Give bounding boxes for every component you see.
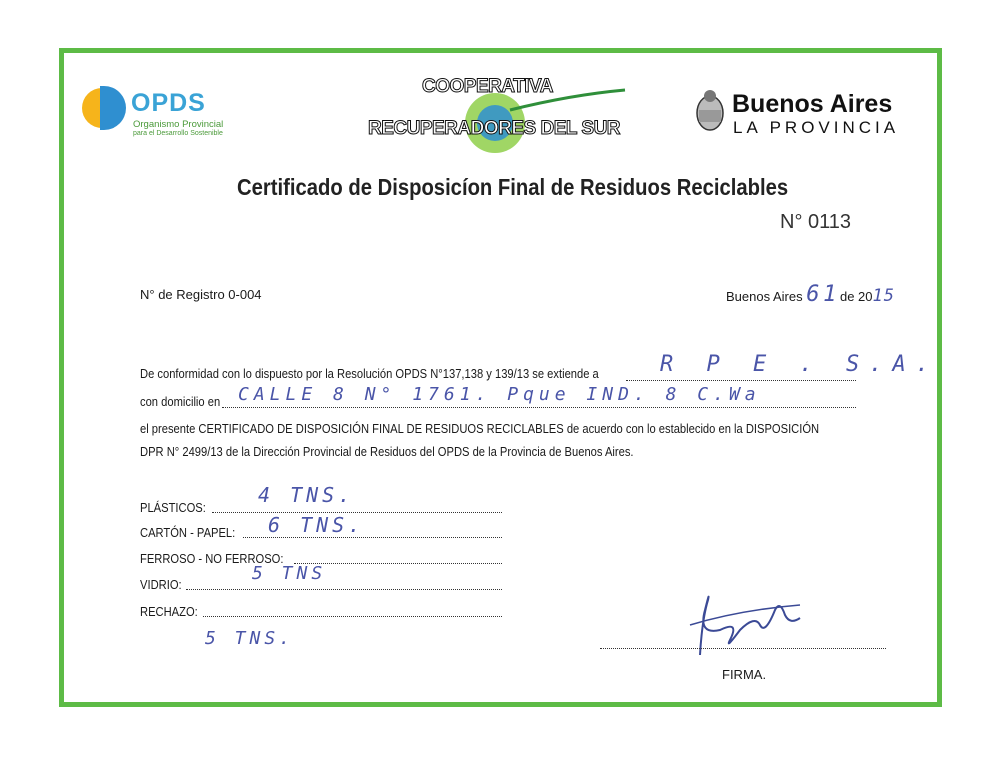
rechazo-value: 5 TNS. <box>205 628 295 649</box>
registration-number: N° de Registro 0-004 <box>140 287 262 302</box>
coop-logo-title: COOPERATIVA <box>422 76 554 97</box>
date-place: Buenos Aires <box>726 289 803 304</box>
certificate-number: N° 0113 <box>780 211 852 233</box>
address-field <box>222 407 856 408</box>
materials-rechazo-label: RECHAZO: <box>140 604 198 619</box>
date-year-prefix: de 20 <box>839 289 873 304</box>
recipient-field <box>626 380 856 381</box>
body-line-1 <box>140 366 599 382</box>
date-day: 6 <box>806 282 820 307</box>
coop-logo-subtitle: RECUPERADORES DEL SUR <box>368 118 621 139</box>
body-line-4: DPR N° 2499/13 de la Dirección Provincial de Residuos del OPDS de la Provincia de Buenos Aires. <box>140 444 634 459</box>
certificate-title: Certificado de Disposicíon Final de Residuos Reciclables <box>237 174 789 200</box>
signature-line <box>600 648 886 649</box>
opds-logo-subtitle-2: para el Desarrollo Sostenible <box>133 130 223 137</box>
materials-ferroso-label: FERROSO - NO FERROSO: <box>140 551 284 566</box>
body-line-1-text: De conformidad con lo dispuesto por la Resolución OPDS N°137,138 y 139/13 se extiende a <box>140 366 599 381</box>
materials-plasticos-label: PLÁSTICOS: <box>140 500 206 515</box>
materials-carton-field <box>243 537 502 538</box>
province-logo-subtitle: LA PROVINCIA <box>733 118 900 137</box>
materials-carton-value: 6 TNS. <box>268 513 365 537</box>
date-line <box>726 282 896 307</box>
materials-carton-label: CARTÓN - PAPEL: <box>140 525 236 540</box>
province-shield-icon <box>693 88 727 134</box>
materials-vidrio-label: VIDRIO: <box>140 577 182 592</box>
body-line-3: el presente CERTIFICADO DE DISPOSICIÓN FINAL DE RESIDUOS RECICLABLES de acuerdo con lo establecido en la DISPOSICIÓN <box>140 421 820 436</box>
body-line-2-label: con domicilio en <box>140 394 221 409</box>
recipient-value: R P E . S.A. <box>660 352 939 377</box>
date-year: 15 <box>872 286 896 306</box>
materials-plasticos-value: 4 TNS. <box>258 483 355 507</box>
address-value: CALLE 8 N° 1761. Pque IND. 8 C.Wa <box>238 384 761 405</box>
materials-vidrio-value: 5 TNS <box>252 563 327 584</box>
date-month: 1 <box>823 282 837 307</box>
province-logo-name: Buenos Aires <box>732 90 893 118</box>
materials-rechazo-field <box>203 616 502 617</box>
opds-logo-name: OPDS <box>131 89 206 117</box>
signature-label: FIRMA. <box>722 667 767 682</box>
opds-logo-icon <box>82 88 122 128</box>
opds-logo-subtitle: Organismo Provincial <box>133 119 224 130</box>
materials-vidrio-field <box>186 589 502 590</box>
